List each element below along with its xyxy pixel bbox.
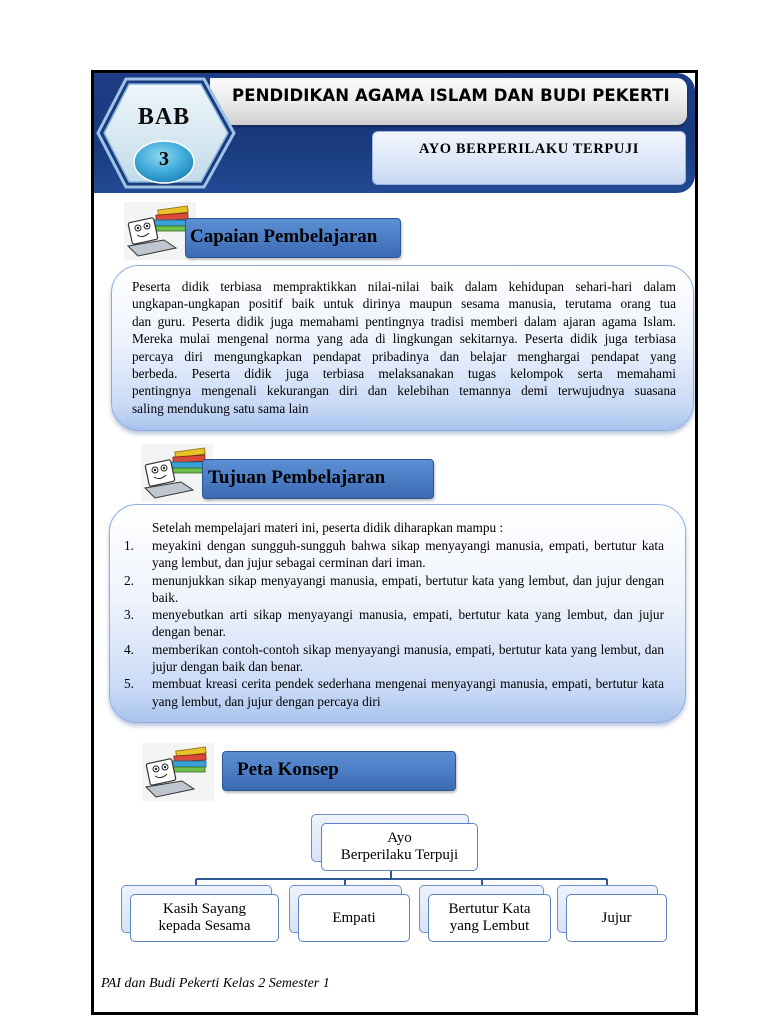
concept-child-line1: Kasih Sayang	[163, 901, 246, 917]
concept-child-empati	[298, 894, 410, 942]
laptop-books-icon	[142, 743, 214, 801]
capaian-heading: Capaian Pembelajaran	[190, 226, 378, 247]
capaian-line: ungkapan-ungkapan positif baik untuk dirinya maupun sesama manusia, terutama orang tua	[132, 296, 676, 312]
list-item	[124, 572, 664, 607]
capaian-line: percaya diri mengungkapkan pendapat pribadinya dan belajar menghargai pendapat yang	[132, 348, 676, 364]
capaian-text	[132, 278, 676, 417]
subject-title: PENDIDIKAN AGAMA ISLAM DAN BUDI PEKERTI	[232, 86, 670, 105]
list-item-number: 1.	[124, 538, 134, 553]
concept-child-line1: Jujur	[601, 909, 632, 926]
capaian-line: dan guru. Peserta didik juga memahami pentingnya tradisi memberi dalam ajaran agama Islam.	[132, 313, 676, 329]
capaian-line: saling mendukung satu sama lain	[132, 400, 309, 416]
concept-child-kasih-sayang	[130, 894, 279, 942]
page-footer: PAI dan Budi Pekerti Kelas 2 Semester 1	[101, 976, 330, 991]
list-item-text: memberikan contoh-contoh sikap menyayangi manusia, empati, bertutur kata yang lembut, dan jujur dengan baik dan benar.	[152, 641, 664, 675]
list-item-text: menyebutkan arti sikap menyayangi manusia, empati, bertutur kata yang lembut, dan jujur dengan benar.	[152, 607, 664, 640]
bab-label: BAB	[137, 104, 191, 130]
bab-hexagon-badge	[96, 76, 236, 190]
capaian-line: Mereka mulai mengenal norma yang ada di lingkungan sekitarnya. Peserta didik juga terbiasa	[132, 331, 676, 347]
concept-child-line2: yang Lembut	[449, 918, 530, 934]
tujuan-heading: Tujuan Pembelajaran	[208, 467, 386, 488]
list-item	[124, 641, 664, 676]
concept-root-node	[321, 823, 478, 871]
peta-heading: Peta Konsep	[237, 759, 339, 780]
list-item-text: meyakini dengan sungguh-sungguh bahwa sikap menyayangi manusia, empati, bertutur kata yang lembut, dan jujur sebagai cerminan dari iman.	[152, 538, 664, 571]
chapter-title: AYO BERPERILAKU TERPUJI	[418, 141, 640, 157]
list-item-number: 2.	[124, 572, 134, 588]
list-item	[124, 606, 664, 641]
list-item	[124, 537, 664, 572]
concept-child-bertutur-kata	[428, 894, 551, 942]
concept-child-line2: kepada Sesama	[158, 918, 251, 934]
list-item-number: 3.	[124, 607, 134, 623]
list-item	[124, 675, 664, 710]
list-item-number: 4.	[124, 641, 134, 657]
bab-number: 3	[159, 148, 169, 170]
list-item-text: menunjukkan sikap menyayangi manusia, empati, bertutur kata yang lembut, dan jujur dengan baik.	[152, 572, 664, 605]
capaian-line: Peserta didik terbiasa mempraktikkan nilai-nilai baik dalam kehidupan sehari-hari dalam	[132, 279, 676, 294]
concept-child-line1: Empati	[332, 909, 376, 926]
capaian-line: pentingnya mengenali kekurangan diri dan kelebihan temannya demi terwujudnya suasana	[132, 383, 676, 399]
concept-root-line2: Berperilaku Terpuji	[340, 847, 459, 863]
concept-child-jujur	[566, 894, 667, 942]
tujuan-list	[124, 537, 664, 710]
list-item-text: membuat kreasi cerita pendek sederhana mengenai menyayangi manusia, empati, bertutur kata yang lembut, dan jujur dengan percaya diri	[152, 676, 664, 709]
chapter-title-box	[372, 131, 686, 185]
tujuan-intro: Setelah mempelajari materi ini, peserta didik diharapkan mampu :	[152, 520, 504, 535]
capaian-line: berbeda. Peserta didik juga terbiasa melaksanakan tugas kelompok serta memahami	[132, 366, 676, 382]
concept-root-line1: Ayo	[387, 830, 412, 846]
list-item-number: 5.	[124, 676, 134, 692]
concept-child-line1: Bertutur Kata	[448, 901, 531, 917]
